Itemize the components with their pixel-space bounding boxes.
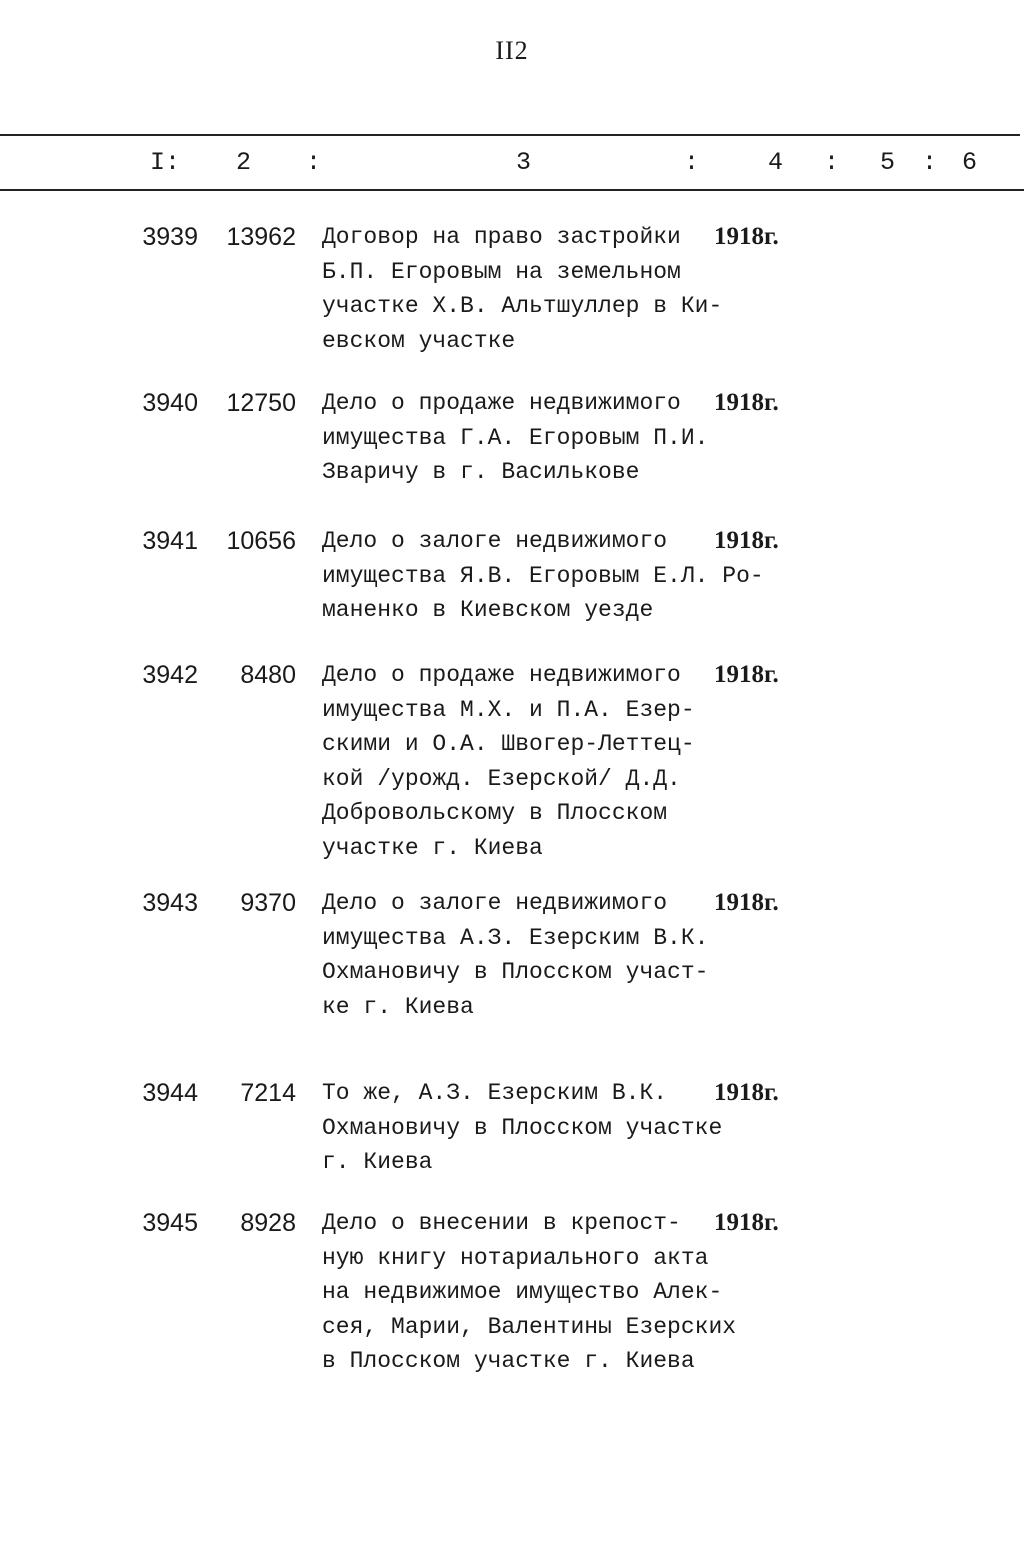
description-line: Дело о залоге недвижимого: [322, 890, 668, 916]
description-line: Дело о залоге недвижимого: [322, 528, 668, 554]
inventory-number: 10656: [226, 527, 296, 555]
year: 1918г.: [714, 889, 779, 916]
description-line: Добровольскому в Плосском: [322, 800, 668, 826]
sequence-number: 3945: [142, 1209, 198, 1237]
column-header-2: 2: [236, 148, 252, 177]
description-line: имущества Я.В. Егоровым Е.Л. Ро-: [322, 562, 764, 589]
column-header-3: 3: [516, 148, 532, 177]
sequence-number: 3941: [142, 527, 198, 555]
year: 1918г.: [714, 661, 779, 688]
case-description: [322, 386, 742, 490]
inventory-number: 9370: [240, 889, 296, 917]
description-line: То же, А.З. Езерским В.К.: [322, 1080, 668, 1106]
case-description: [322, 1076, 742, 1180]
description-line: на недвижимое имущество Алек-: [322, 1279, 723, 1305]
sequence-number: 3940: [142, 389, 198, 417]
description-line: ке г. Киева: [322, 993, 474, 1020]
header-top-rule: [0, 134, 1020, 136]
description-line: г. Киева: [322, 1149, 433, 1175]
year: 1918г.: [714, 223, 779, 250]
case-description: [322, 886, 742, 1024]
sequence-number: 3939: [142, 223, 198, 251]
description-line: имущества А.З. Езерским В.К.: [322, 924, 709, 951]
year: 1918г.: [714, 389, 779, 416]
sequence-number: 3942: [142, 661, 198, 689]
description-line: участке Х.В. Альтшуллер в Ки-: [322, 293, 723, 319]
description-line: Охмановичу в Плосском участ-: [322, 959, 709, 985]
description-line: Дело о продаже недвижимого: [322, 390, 681, 416]
description-line: ную книгу нотариального акта: [322, 1244, 709, 1271]
year: 1918г.: [714, 1079, 779, 1106]
year: 1918г.: [714, 527, 779, 554]
description-line: Дело о продаже недвижимого: [322, 662, 681, 688]
column-separator: :: [824, 148, 840, 177]
description-line: евском участке: [322, 327, 516, 354]
description-line: участке г. Киева: [322, 834, 543, 861]
sequence-number: 3944: [142, 1079, 198, 1107]
column-header-5: 5: [880, 148, 896, 177]
inventory-number: 8928: [240, 1209, 296, 1237]
description-line: скими и О.А. Швогер-Леттец-: [322, 731, 695, 757]
description-line: имущества М.Х. и П.А. Езер-: [322, 696, 695, 723]
inventory-number: 8480: [240, 661, 296, 689]
inventory-number: 12750: [226, 389, 296, 417]
description-line: имущества Г.А. Егоровым П.И.: [322, 424, 709, 451]
description-line: Договор на право застройки: [322, 224, 681, 250]
description-line: Дело о внесении в крепост-: [322, 1210, 681, 1236]
sequence-number: 3943: [142, 889, 198, 917]
description-line: маненко в Киевском уезде: [322, 597, 654, 623]
column-header-1: I:: [150, 148, 181, 177]
description-line: Б.П. Егоровым на земельном: [322, 258, 681, 285]
column-header-4: 4: [768, 148, 784, 177]
year: 1918г.: [714, 1209, 779, 1236]
description-line: Охмановичу в Плосском участке: [322, 1114, 723, 1141]
header-bottom-rule: [0, 189, 1024, 191]
page-number: II2: [495, 36, 529, 65]
case-description: [322, 220, 742, 358]
description-line: кой /урожд. Езерской/ Д.Д.: [322, 765, 681, 792]
description-line: в Плосском участке г. Киева: [322, 1348, 695, 1374]
column-separator: :: [922, 148, 938, 177]
description-line: Зваричу в г. Василькове: [322, 459, 640, 485]
inventory-number: 13962: [226, 223, 296, 251]
column-separator: :: [306, 148, 322, 177]
case-description: [322, 1206, 742, 1379]
column-header-6: 6: [962, 148, 978, 177]
case-description: [322, 658, 742, 865]
column-separator: :: [684, 148, 700, 177]
description-line: сея, Марии, Валентины Езерских: [322, 1313, 737, 1340]
inventory-number: 7214: [240, 1079, 296, 1107]
